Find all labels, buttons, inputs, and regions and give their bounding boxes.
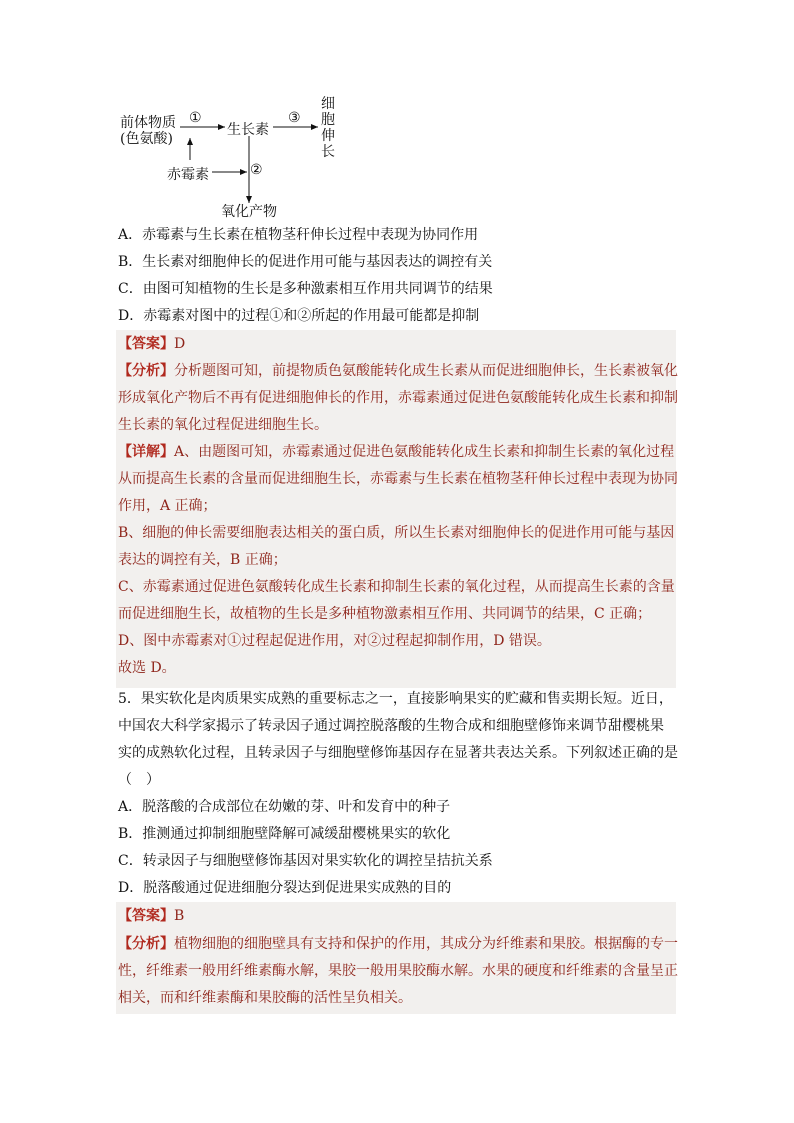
precursor-label: 前体物质 [120, 115, 176, 131]
q4-detail-line: 从而提高生长素的含量而促进细胞生长，赤霉素与生长素在植物茎秆伸长过程中表现为协同 [118, 471, 678, 487]
q5-option-b: B．推测通过抑制细胞壁降解可减缓甜樱桃果实的软化 [118, 826, 451, 842]
q4-detail-line: 作用，A 正确； [118, 498, 217, 514]
q4-analysis-label: 【分析】 [118, 363, 174, 379]
q4-detail-line: 而促进细胞生长，故植物的生长是多种植物激素相互作用、共同调节的结果，C 正确； [118, 606, 652, 622]
q4-answer-label: 【答案】 [118, 336, 174, 352]
q4-option-d: D．赤霉素对图中的过程①和②所起的作用最可能都是抑制 [118, 308, 480, 324]
q4-detail-line: 表达的调控有关，B 正确； [118, 552, 287, 568]
q4-answer-value: D [174, 336, 186, 352]
q5-stem-line: 5．果实软化是肉质果实成熟的重要标志之一，直接影响果实的贮藏和售卖期长短。近日， [118, 691, 673, 707]
q5-answer-label: 【答案】 [118, 908, 174, 924]
q5-analysis-line: 性，纤维素一般用纤维素酶水解，果胶一般用果胶酶水解。水果的硬度和纤维素的含量呈正 [118, 963, 678, 979]
q5-option-c: C．转录因子与细胞壁修饰基因对果实软化的调控呈拮抗关系 [118, 853, 493, 869]
q5-option-d: D．脱落酸通过促进细胞分裂达到促进果实成熟的目的 [118, 880, 452, 896]
q4-option-c: C．由图可知植物的生长是多种激素相互作用共同调节的结果 [118, 281, 493, 297]
q4-detail-line: C、赤霉素通过促进色氨酸转化成生长素和抑制生长素的氧化过程，从而提高生长素的含量 [118, 579, 675, 595]
q5-analysis-line: 【分析】植物细胞的细胞壁具有支持和保护的作用，其成分为纤维素和果胶。根据酶的专一 [118, 936, 678, 952]
q4-detail-line: D、图中赤霉素对①过程起促进作用，对②过程起抑制作用，D 错误。 [118, 633, 551, 649]
q4-detail-line: B、细胞的伸长需要细胞表达相关的蛋白质，所以生长素对细胞伸长的促进作用可能与基因 [118, 525, 675, 541]
auxin-label: 生长素 [227, 122, 269, 138]
q5-stem-line: 中国农大科学家揭示了转录因子通过调控脱落酸的生物合成和细胞壁修饰来调节甜樱桃果 [118, 718, 664, 734]
q5-stem-line: （ ） [118, 772, 160, 788]
diagram-arrows [0, 0, 794, 230]
q4-option-a: A．赤霉素与生长素在植物茎秆伸长过程中表现为协同作用 [118, 227, 479, 243]
q4-analysis-line: 【分析】分析题图可知，前提物质色氨酸能转化成生长素从而促进细胞伸长，生长素被氧化 [118, 363, 678, 379]
q4-detail-line: 【详解】A、由题图可知，赤霉素通过促进色氨酸能转化成生长素和抑制生长素的氧化过程 [118, 444, 675, 460]
q5-option-a: A．脱落酸的合成部位在幼嫩的芽、叶和发育中的种子 [118, 799, 451, 815]
q4-option-b: B．生长素对细胞伸长的促进作用可能与基因表达的调控有关 [118, 254, 493, 270]
step3-label: ③ [288, 110, 301, 126]
gibberellin-label: 赤霉素 [167, 167, 209, 183]
q5-analysis-line: 相关，而和纤维素酶和果胶酶的活性呈负相关。 [118, 990, 412, 1006]
q5-answer-value: B [174, 908, 185, 924]
q4-analysis-line: 生长素的氧化过程促进细胞生长。 [118, 417, 328, 433]
q4-analysis-line: 形成氧化产物后不再有促进细胞伸长的作用，赤霉素通过促进色氨酸能转化成生长素和抑制 [118, 390, 678, 406]
q4-detail-label: 【详解】 [118, 444, 174, 460]
oxidation-product-label: 氧化产物 [221, 204, 277, 220]
q4-answer [118, 331, 185, 357]
q5-stem-line: 实的成熟软化过程，且转录因子与细胞壁修饰基因存在显著共表达关系。下列叙述正确的是 [118, 745, 678, 761]
q5-answer [118, 903, 184, 929]
precursor-sublabel: (色氨酸) [120, 131, 173, 147]
step1-label: ① [189, 110, 202, 126]
q5-analysis-label: 【分析】 [118, 936, 174, 952]
step2-label: ② [250, 162, 263, 178]
q4-detail-line: 故选 D。 [118, 660, 176, 676]
